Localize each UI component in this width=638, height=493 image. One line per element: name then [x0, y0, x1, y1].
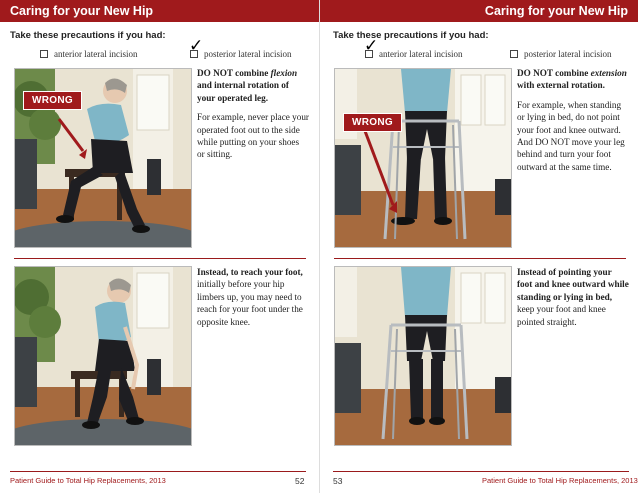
section-divider-right [334, 258, 626, 259]
photo-wrong-sitting [14, 68, 192, 248]
header-title-right: Caring for your New Hip [484, 4, 628, 18]
option-anterior-left [40, 49, 137, 59]
warning-italic-right: extension [590, 68, 627, 78]
instead-text-left: initially before your hip limbers up, you may need to reach for your foot under the opposite knee. [197, 279, 303, 327]
precautions-heading-right: Take these precautions if you had: [333, 30, 489, 41]
header-banner-right [320, 0, 638, 22]
example-text-left: For example, never place your operated foot out to the side while putting on your shoes or sitting. [197, 112, 309, 160]
instead-bold-right: Instead of pointing your foot and knee outward while standing or lying in bed, [517, 267, 629, 302]
footer-rule-left [10, 471, 306, 472]
page-53 [319, 0, 638, 493]
photo-correct-reaching-illustration [15, 267, 192, 446]
warning-bold-1-right: DO NOT combine [517, 68, 591, 78]
option-anterior-label-right: anterior lateral incision [379, 49, 463, 59]
option-posterior-right [510, 49, 611, 59]
photo-correct-walker-illustration [335, 267, 512, 446]
instead-text-right: keep your foot and knee pointed straight. [517, 304, 606, 327]
option-posterior-label-right: posterior lateral incision [524, 49, 612, 59]
precautions-heading-left: Take these precautions if you had: [10, 30, 166, 41]
section-divider-left [14, 258, 306, 259]
warning-block-right [517, 67, 629, 180]
instead-bold-left: Instead, to reach your foot, [197, 267, 303, 277]
checkbox-posterior-left [189, 36, 204, 58]
photo-wrong-walker [334, 68, 512, 248]
wrong-label-right: WRONG [343, 113, 402, 132]
option-posterior-left [189, 36, 292, 59]
checkbox-anterior-left [40, 50, 48, 58]
option-anterior-right [364, 36, 463, 59]
warning-bold-2-left: and internal rotation of your operated leg. [197, 80, 289, 103]
page-number-right: 53 [333, 476, 343, 486]
photo-correct-reaching [14, 266, 192, 446]
page-number-left: 52 [295, 476, 305, 486]
example-text-right: For example, when standing or lying in bed, do not point your foot and knee outward. And DO NOT move your leg behind and turn your foot outward at the same time. [517, 99, 625, 172]
footer-text-left: Patient Guide to Total Hip Replacements, 2013 [10, 476, 166, 485]
option-posterior-label-left: posterior lateral incision [204, 49, 292, 59]
instead-block-left [197, 266, 309, 335]
photo-wrong-walker-illustration [335, 69, 512, 248]
option-anterior-label-left: anterior lateral incision [54, 49, 138, 59]
footer-rule-right [333, 471, 629, 472]
checkmark-icon: ✓ [364, 36, 379, 56]
checkbox-posterior-right [510, 50, 518, 58]
checkmark-icon: ✓ [189, 36, 204, 56]
warning-bold-2-right: with external rotation. [517, 80, 605, 91]
footer-text-right: Patient Guide to Total Hip Replacements, 2013 [482, 476, 638, 485]
warning-italic-left: flexion [270, 68, 298, 78]
photo-correct-walker [334, 266, 512, 446]
header-title-left: Caring for your New Hip [10, 4, 154, 18]
warning-bold-1-left: DO NOT combine [197, 68, 271, 78]
instead-block-right [517, 266, 629, 335]
header-banner-left [0, 0, 319, 22]
warning-block-left [197, 67, 309, 168]
wrong-label-left: WRONG [23, 91, 82, 110]
checkbox-anterior-right [364, 36, 379, 58]
